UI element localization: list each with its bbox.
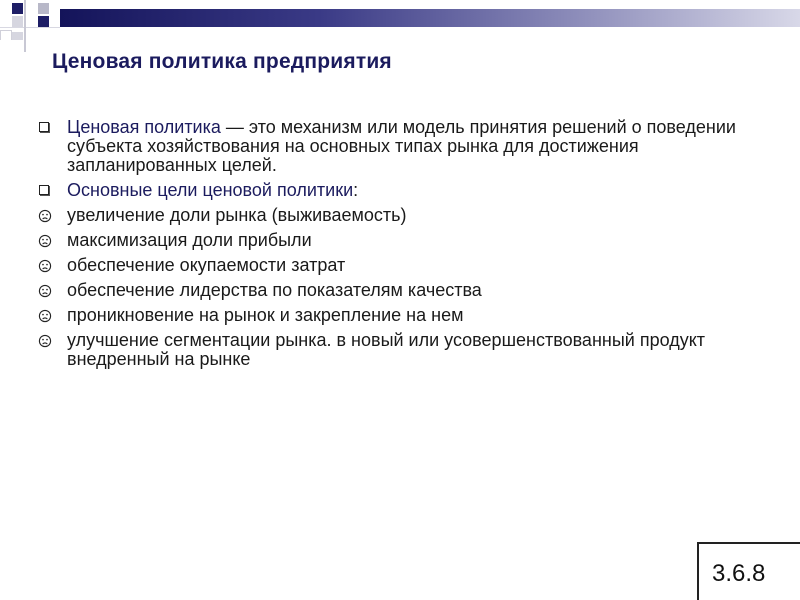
- decor-square: [0, 30, 12, 40]
- decor-square: [12, 32, 23, 40]
- header-gradient-bar: [60, 9, 800, 27]
- decor-square: [38, 3, 49, 14]
- header-vertical-rule: [24, 0, 26, 52]
- sad-face-icon: [38, 209, 52, 223]
- decor-square: [12, 16, 23, 27]
- list-item: [36, 331, 756, 369]
- bullet-text: проникновение на рынок и закрепление на нем: [67, 305, 464, 325]
- bullet-text: максимизация доли прибыли: [67, 230, 312, 250]
- page-number: 3.6.8: [712, 560, 766, 587]
- bullet-list: [36, 118, 756, 375]
- header-decoration: [0, 0, 800, 40]
- square-bullet-icon: [39, 122, 49, 132]
- sad-face-icon: [38, 309, 52, 323]
- bullet-text: улучшение сегментации рынка. в новый или усовершенствованный продукт внедренный на рынке: [67, 330, 706, 369]
- list-item: [36, 206, 756, 225]
- decor-square: [38, 16, 49, 27]
- list-item: [36, 118, 756, 175]
- list-item: [36, 256, 756, 275]
- bullet-term: Основные цели ценовой политики: [67, 180, 354, 200]
- sad-face-icon: [38, 334, 52, 348]
- bullet-text: обеспечение лидерства по показателям качества: [67, 280, 482, 300]
- slide-title: Ценовая политика предприятия: [52, 50, 392, 73]
- sad-face-icon: [38, 259, 52, 273]
- bullet-text: обеспечение окупаемости затрат: [67, 255, 346, 275]
- bullet-text: — это механизм или модель принятия решений о поведении субъекта хозяйствования на основных типах рынка для достижения запланированных целей.: [67, 117, 736, 175]
- decor-square: [12, 3, 23, 14]
- list-item: [36, 181, 756, 200]
- list-item: [36, 231, 756, 250]
- square-bullet-icon: [39, 185, 49, 195]
- sad-face-icon: [38, 234, 52, 248]
- bullet-term: Ценовая политика: [67, 117, 221, 137]
- bullet-text: увеличение доли рынка (выживаемость): [67, 205, 407, 225]
- list-item: [36, 306, 756, 325]
- bullet-text: :: [353, 180, 359, 200]
- sad-face-icon: [38, 284, 52, 298]
- list-item: [36, 281, 756, 300]
- header-rule: [0, 27, 60, 28]
